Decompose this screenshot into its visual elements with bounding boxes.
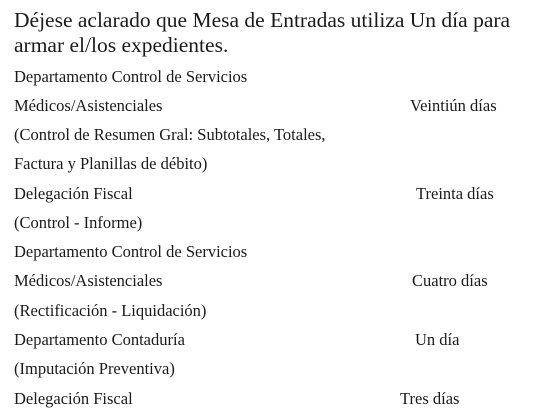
- line-10: [14, 329, 524, 351]
- duration-value: Tres días: [400, 389, 460, 408]
- duration-value: Veintiún días: [410, 96, 497, 115]
- line-text: (Imputación Preventiva): [14, 359, 175, 378]
- line-8: [14, 270, 524, 292]
- line-text: Delegación Fiscal: [14, 184, 133, 203]
- line-12: [14, 388, 524, 410]
- line-text: Departamento Contaduría: [14, 330, 185, 349]
- line-text: Médicos/Asistenciales: [14, 96, 163, 115]
- duration-value: Cuatro días: [412, 271, 488, 290]
- line-3: [14, 124, 524, 146]
- line-text: Médicos/Asistenciales: [14, 271, 163, 290]
- intro-paragraph: Déjese aclarado que Mesa de Entradas utiliza Un día para armar el/los expedientes.: [14, 8, 511, 57]
- line-11: [14, 358, 524, 380]
- line-text: (Rectificación - Liquidación): [14, 301, 207, 320]
- duration-value: Un día: [415, 330, 460, 349]
- line-text: (Control de Resumen Gral: Subtotales, Totales,: [14, 125, 326, 144]
- duration-value: Treinta días: [416, 184, 494, 203]
- line-1: [14, 66, 524, 88]
- line-2: [14, 95, 524, 117]
- line-text: Departamento Control de Servicios: [14, 67, 248, 86]
- line-text: Departamento Control de Servicios: [14, 242, 248, 261]
- line-4: [14, 153, 524, 175]
- line-6: [14, 212, 524, 234]
- line-7: [14, 241, 524, 263]
- line-text: (Control - Informe): [14, 213, 143, 232]
- line-5: [14, 183, 524, 205]
- line-text: Factura y Planillas de débito): [14, 154, 208, 173]
- line-text: Delegación Fiscal: [14, 389, 133, 408]
- line-9: [14, 300, 524, 322]
